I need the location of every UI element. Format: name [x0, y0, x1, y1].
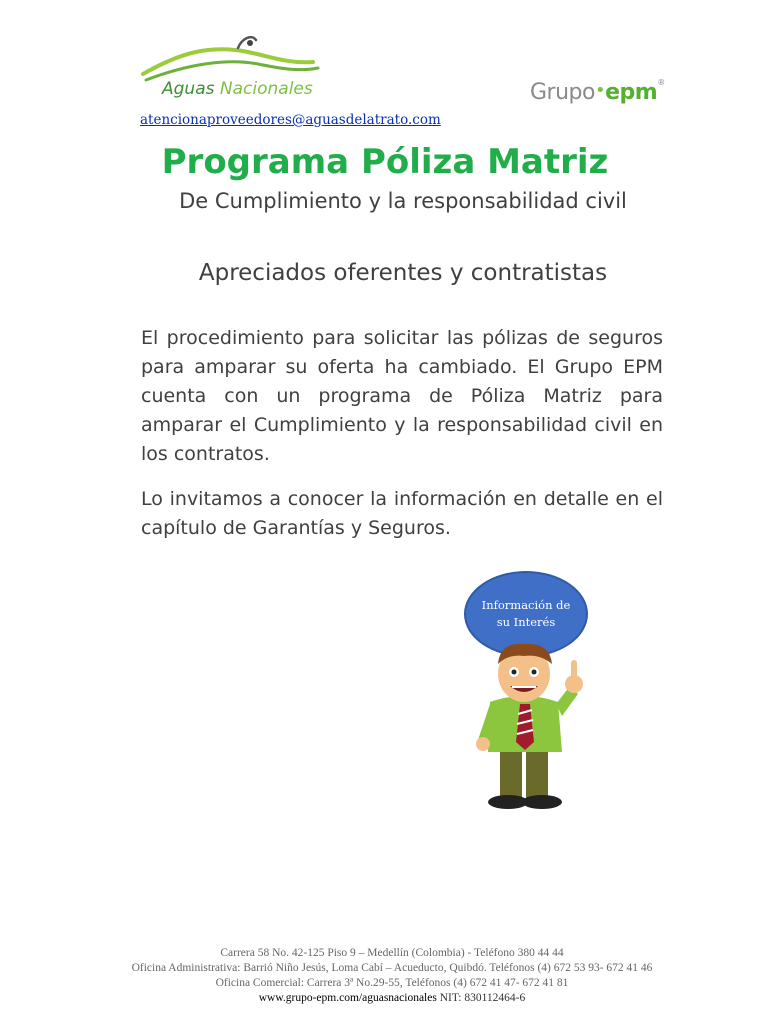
website-link[interactable]: www.grupo-epm.com/aguasnacionales	[258, 992, 437, 1004]
greeting-heading: Apreciados oferentes y contratistas	[198, 260, 608, 286]
page-subtitle: De Cumplimiento y la responsabilidad civil	[179, 189, 627, 213]
footer-line-web	[0, 991, 770, 1006]
pointing-man-illustration	[470, 642, 590, 810]
brand-word-grupo: Grupo	[530, 80, 595, 105]
nit-text: NIT: 830112464-6	[439, 992, 526, 1004]
footer-line-address: Carrera 58 No. 42-125 Piso 9 – Medellín (Colombia) - Teléfono 380 44 44	[220, 947, 564, 959]
footer-line-admin-office: Oficina Administrativa: Barrió Niño Jesús, Loma Cabí – Acueducto, Quibdó. Teléfonos (4) 672 53 93- 672 41 46	[131, 962, 653, 974]
brand-word-epm: epm	[605, 80, 658, 105]
registered-mark: ®	[657, 78, 665, 87]
invitation-paragraph: Lo invitamos a conocer la información en detalle en el capítulo de Garantías y Seguros.	[141, 488, 663, 539]
bubble-text: Información de su Interés	[481, 598, 571, 629]
brand-word-aguas: Aguas	[162, 79, 215, 99]
brand-dot: •	[594, 80, 606, 101]
procedure-paragraph: El procedimiento para solicitar las pólizas de seguros para amparar su oferta ha cambiado. El Grupo EPM cuenta con un programa de Póliza Matriz para amparar el Cumplimiento y la responsabilidad civil en los contratos.	[141, 327, 663, 465]
grupo-epm-logo	[530, 78, 665, 105]
footer-line-commercial-office: Oficina Comercial: Carrera 3ª No.29-55, Teléfonos (4) 672 41 47- 672 41 81	[215, 977, 569, 989]
page-title: Programa Póliza Matriz	[161, 142, 609, 182]
footer-contact	[0, 946, 770, 1006]
water-wave-icon	[138, 34, 328, 84]
brand-word-nacionales: Nacionales	[219, 79, 313, 99]
supplier-email-link[interactable]: atencionaproveedores@aguasdelatrato.com	[140, 112, 441, 128]
aguas-nacionales-logo	[138, 34, 328, 104]
